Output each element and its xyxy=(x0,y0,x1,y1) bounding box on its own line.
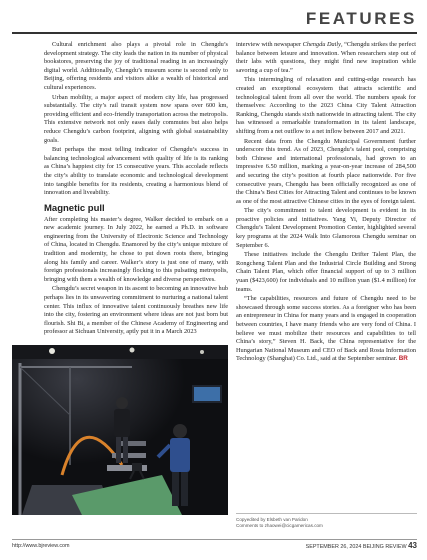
comments-email[interactable]: Comments to zhaowei@cicgamericas.com xyxy=(236,523,323,528)
paragraph: interview with newspaper Chengdu Daily, “Chengdu strikes the perfect balance between leisure and innovation. When researchers step out of their labs with questions, they might find new inspiration while savoring a cup of tea.” xyxy=(236,41,416,74)
footer-issue xyxy=(306,541,417,550)
paragraph: Urban mobility, a major aspect of modern city life, has progressed substantially. The city’s rail transit system now spans over 600 km, providing efficient and eco-friendly transportation across the metropolis. This extensive network not only eases daily commutes but also helps reduce Chengdu’s carbon footprint, aligning with global sustainability goals. xyxy=(44,93,228,144)
footer-url-link[interactable]: http://www.bjreview.com xyxy=(12,543,70,549)
page-number: 43 xyxy=(408,541,417,550)
paragraph: After completing his master’s degree, Walker decided to embark on a new academic journey. In July 2022, he earned a Ph.D. in software engineering from the University of Electronic Science and Technology of China, located in Chengdu. Enamored by the city’s unique mixture of tradition and modernity, he chose to put down roots there, bringing along his family and career. Walker’s story is just one of many, with foreign professionals increasingly flocking to this pulsating metropolis, bringing with them a wealth of knowledge and diverse perspectives. xyxy=(44,215,228,283)
end-mark: BR xyxy=(398,355,408,363)
paragraph: But perhaps the most telling indicator of Chengdu’s success in balancing technological advancement with quality of life is its ranking as China’s happiest city for 15 consecutive years. This accolade reflects the city’s ability to translate economic and technological development into tangible benefits for its residents, creating a harmonious blend of innovation and liveability. xyxy=(44,146,228,197)
paragraph: Recent data from the Chengdu Municipal Government further underscore this trend. As of 2023, Chengdu’s talent pool, comprising both Chinese and international professionals, had grown to an impressive 6.50 million, marking a year-on-year increase of 284,500 and securing the city’s position at fourth place nationwide. For five consecutive years, Chengdu has been officially recognized as one of the China’s Best Cities for Attracting Talent and continues to be known as one of the most attractive Chinese cities in the eyes of foreign talent. xyxy=(236,137,416,205)
bottom-rule xyxy=(12,539,417,540)
lab-photo xyxy=(12,345,228,515)
paragraph: This intermingling of relaxation and cutting-edge research has created an exceptional ecosystem that attracts scientific and technological talent from all over the world. The numbers speak for themselves: According to the 2023 China City Talent Attraction Ranking, Chengdu stands sixth nationwide in attracting talent. The city has witnessed a remarkable transformation in its talent landscape, shifting from a net outflow to a net inflow between 2017 and 2021. xyxy=(236,76,416,135)
paragraph: Chengdu’s secret weapon in its ascent to becoming an innovative hub perhaps lies in its unwavering commitment to nurturing a national talent center. This influx of innovative talent continuously breathes new life into the city, fostering an environment where ideas are not just born but flourish. Shi Bi, a member of the Chinese Academy of Engineering and professor at Sichuan University, aptly put it in a March 2023 xyxy=(44,285,228,336)
paragraph: “The capabilities, resources and future of Chengdu need to be showcased through some success stories. As a foreigner who has been an entrepreneur in China for many years and is engaged in cooperation between countries, I have many friends who are very fond of China. I believe we must mobilize their resources and capabilities to tell China’s story,” Steven H. Back, the China representative for the Hungarian National Museum and CEO of Back and Rosta Information Technology (Shanghai) Co. Ltd., said at the September seminar. BR xyxy=(236,295,416,363)
right-column xyxy=(236,41,416,365)
paragraph: These initiatives include the Chengdu Drifter Talent Plan, the Rongcheng Talent Plan and the Industrial Circle Building and Strong Chain Talent Plan, which offer financial support of up to 3 million yuan ($423,600) for individuals and 10 million yuan ($1.4 million) for teams. xyxy=(236,251,416,293)
section-label: FEATURES xyxy=(305,9,417,28)
subheading: Magnetic pull xyxy=(44,202,105,214)
top-rule xyxy=(12,32,417,34)
paragraph: The city’s commitment to talent development is evident in its proactive policies and initiatives. Yang Yi, Deputy Director of Chengdu’s Talent Development Promotion Center, highlighted several key programs at the 2024 Walk Into Glamorous Chengdu seminar on September 6. xyxy=(236,207,416,249)
issue-line: SEPTEMBER 26, 2024 BEIJING REVIEW xyxy=(305,544,407,550)
copyeditor-credit: Copyedited by Elsbeth van Paridon xyxy=(236,517,308,522)
paragraph: Cultural enrichment also plays a pivotal role in Chengdu’s development strategy. The city leads the nation in its number of physical bookstores, preserving the joy of traditional reading in an increasingly digital world. Additionally, Chengdu’s museum scene is second only to Beijing, offering residents and visitors alike a wealth of historical and cultural experiences. xyxy=(44,41,228,91)
lab-scene-illustration xyxy=(12,345,228,515)
credit-box xyxy=(236,513,417,529)
left-column xyxy=(44,41,228,338)
